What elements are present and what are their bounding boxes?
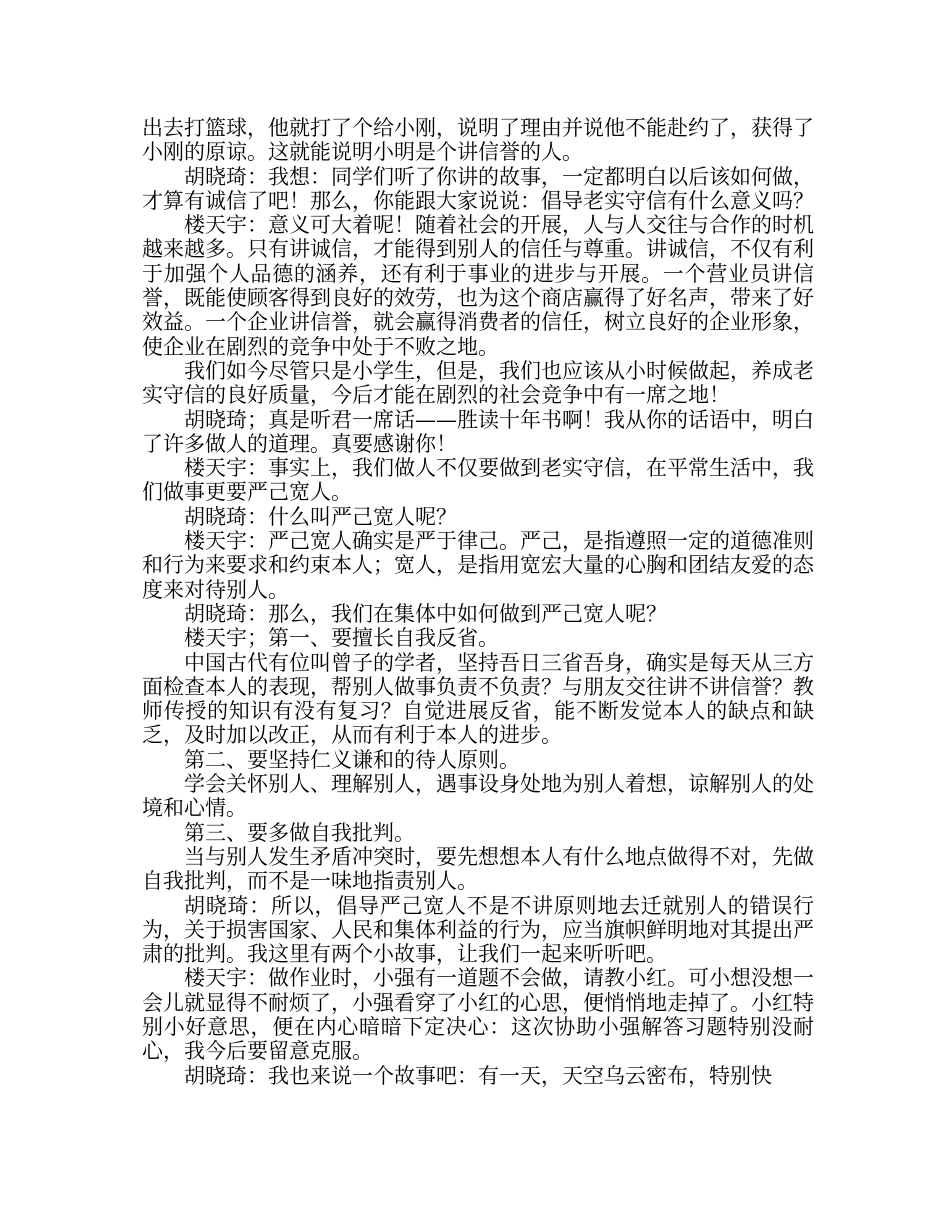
paragraph-dialogue: 楼天宇：意义可大着呢！随着社会的开展，人与人交往与合作的时机越来越多。只有讲诚信，才能得到别人的信任与尊重。讲诚信，不仅有利于加强个人品德的涵养，还有利于事业的进步与开展。一个营业员讲信誉，既能使顾客得到良好的效劳，也为这个商店赢得了好名声，带来了好效益。一个企业讲信誉，就会赢得消费者的信任，树立良好的企业形象，使企业在剧烈的竞争中处于不败之地。	[142, 213, 814, 359]
paragraph-heading: 第二、要坚持仁义谦和的待人原则。	[184, 747, 520, 772]
paragraph-dialogue: 胡晓琦：所以，倡导严己宽人不是不讲原则地去迁就别人的错误行为，关于损害国家、人民和集体利益的行为，应当旗帜鲜明地对其提出严肃的批判。我这里有两个小故事，让我们一起来听听吧。	[142, 893, 814, 967]
document-body	[142, 116, 814, 1088]
paragraph-dialogue: 胡晓琦；真是听君一席话——胜读十年书啊！我从你的话语中，明白了许多做人的道理。真要感谢你！	[142, 407, 814, 456]
paragraph-dialogue: 胡晓琦：那么，我们在集体中如何做到严己宽人呢？	[184, 601, 667, 626]
paragraph-heading: 第三、要多做自我批判。	[184, 820, 415, 845]
paragraph-dialogue: 胡晓琦：什么叫严己宽人呢？	[184, 504, 457, 529]
paragraph: 学会关怀别人、理解别人，遇事设身处地为别人着想，谅解别人的处境和心情。	[142, 772, 814, 821]
paragraph: 中国古代有位叫曾子的学者，坚持吾日三省吾身，确实是每天从三方面检查本人的表现，帮别人做事负责不负责？与朋友交往讲不讲信誉？教师传授的知识有没有复习？自觉进展反省，能不断发觉本人的缺点和缺乏，及时加以改正，从而有利于本人的进步。	[142, 650, 814, 748]
paragraph-dialogue: 胡晓琦：我也来说一个故事吧：有一天，天空乌云密布，特别快	[184, 1063, 772, 1088]
paragraph-dialogue: 楼天宇：事实上，我们做人不仅要做到老实守信，在平常生活中，我们做事更要严己宽人。	[142, 456, 814, 505]
paragraph-dialogue: 楼天宇：做作业时，小强有一道题不会做，请教小红。可小想没想一会儿就显得不耐烦了，小强看穿了小红的心思，便悄悄地走掉了。小红特别小好意思，便在内心暗暗下定决心：这次协助小强解答习题特别没耐心，我今后要留意克服。	[142, 966, 814, 1064]
paragraph: 当与别人发生矛盾冲突时，要先想想本人有什么地点做得不对，先做自我批判，而不是一味地指责别人。	[142, 844, 814, 894]
paragraph: 我们如今尽管只是小学生，但是，我们也应该从小时候做起，养成老实守信的良好质量，今后才能在剧烈的社会竞争中有一席之地！	[142, 358, 814, 408]
paragraph-dialogue: 楼天宇：严己宽人确实是严于律己。严己，是指遵照一定的道德准则和行为来要求和约束本人；宽人，是指用宽宏大量的心胸和团结友爱的态度来对待别人。	[142, 529, 814, 602]
paragraph-continuation: 出去打篮球，他就打了个给小刚，说明了理由并说他不能赴约了，获得了小刚的原谅。这就能说明小明是个讲信誉的人。	[142, 116, 814, 165]
paragraph-dialogue: 楼天宇；第一、要擅长自我反省。	[184, 626, 499, 651]
paragraph-dialogue: 胡晓琦：我想：同学们听了你讲的故事，一定都明白以后该如何做，才算有诚信了吧！那么，你能跟大家说说：倡导老实守信有什么意义吗？	[142, 164, 814, 213]
